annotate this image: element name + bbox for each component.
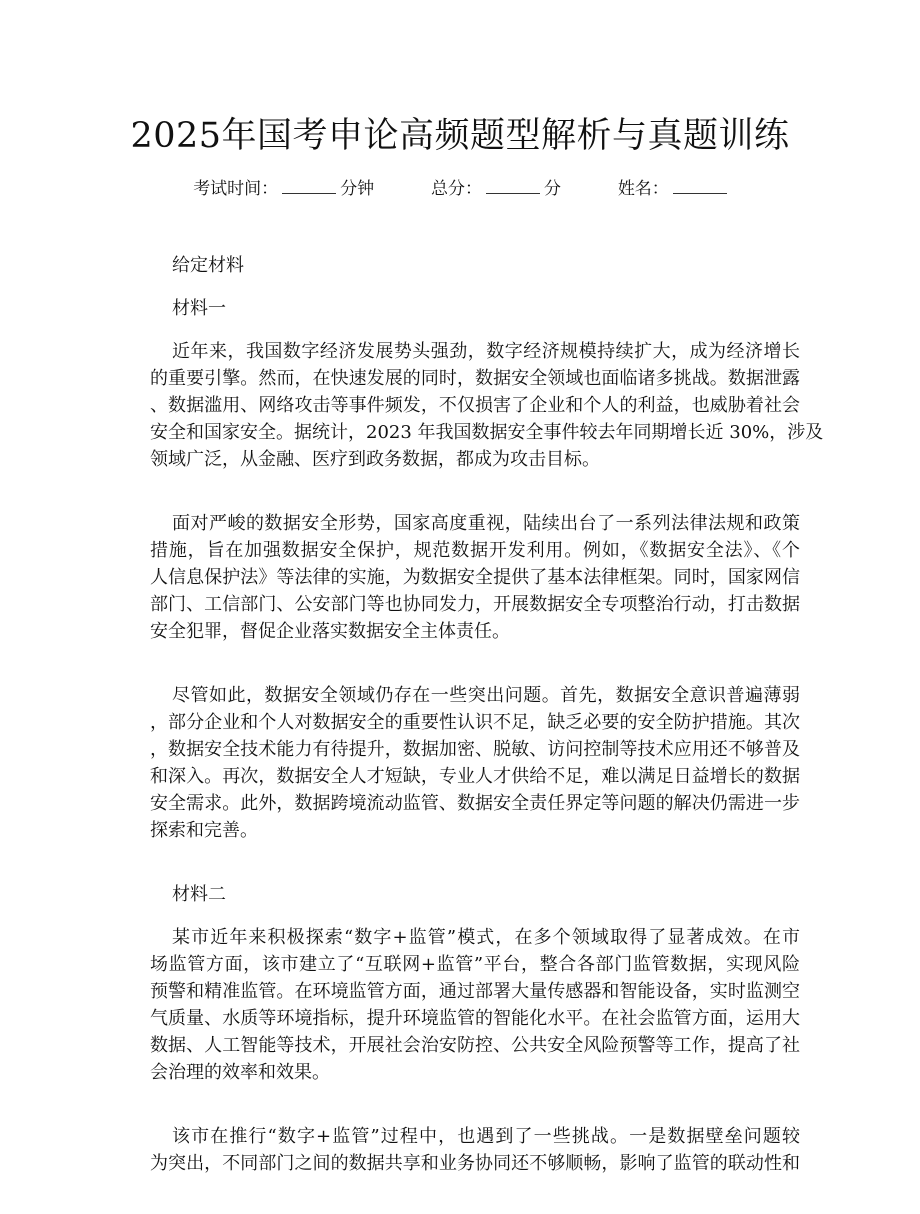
paragraph bbox=[150, 924, 800, 1086]
exam-time-blank bbox=[282, 179, 336, 194]
section-heading: 材料二 bbox=[172, 884, 226, 905]
text-line: ，数据安全技术能力有待提升，数据加密、脱敏、访问控制等技术应用还不够普及 bbox=[150, 739, 800, 760]
text-line: 人信息保护法》等法律的实施，为数据安全提供了基本法律框架。同时，国家网信 bbox=[150, 567, 800, 588]
paragraph bbox=[150, 338, 824, 473]
total-score-unit: 分 bbox=[544, 179, 561, 199]
text-line: 某市近年来积极探索“数字+监管”模式，在多个领域取得了显著成效。在市 bbox=[172, 927, 800, 948]
text-line: 部门、工信部门、公安部门等也协同发力，开展数据安全专项整治行动，打击数据 bbox=[150, 594, 800, 615]
document-body bbox=[150, 252, 824, 1214]
text-line: 预警和精准监管。在环境监管方面，通过部署大量传感器和智能设备，实时监测空 bbox=[150, 981, 800, 1002]
text-line: 近年来，我国数字经济发展势头强劲，数字经济规模持续扩大，成为经济增长 bbox=[172, 341, 800, 362]
exam-time-label: 考试时间： bbox=[193, 179, 279, 199]
paragraph bbox=[150, 682, 800, 844]
text-line: 和深入。再次，数据安全人才短缺，专业人才供给不足，难以满足日益增长的数据 bbox=[150, 766, 800, 787]
text-line: 气质量、水质等环境指标，提升环境监管的智能化水平。在社会监管方面，运用大 bbox=[150, 1008, 800, 1029]
text-line: 措施，旨在加强数据安全保护，规范数据开发利用。例如，《数据安全法》、《个 bbox=[150, 540, 800, 561]
text-line: 为突出，不同部门之间的数据共享和业务协同还不够顺畅，影响了监管的联动性和 bbox=[150, 1153, 800, 1174]
paragraph bbox=[150, 1123, 800, 1177]
text-line: 数据、人工智能等技术，开展社会治安防控、公共安全风险预警等工作，提高了社 bbox=[150, 1035, 800, 1056]
text-line: 安全和国家安全。据统计，2023 年我国数据安全事件较去年同期增长近 30%，涉及 bbox=[150, 422, 824, 443]
section-heading: 给定材料 bbox=[172, 255, 244, 276]
text-line: 安全需求。此外，数据跨境流动监管、数据安全责任界定等问题的解决仍需进一步 bbox=[150, 793, 800, 814]
exam-time-unit: 分钟 bbox=[340, 179, 375, 199]
exam-info bbox=[0, 174, 920, 199]
text-line: 安全犯罪，督促企业落实数据安全主体责任。 bbox=[150, 621, 510, 642]
name-blank bbox=[673, 179, 727, 194]
name-label: 姓名： bbox=[617, 179, 669, 199]
total-score-blank bbox=[486, 179, 540, 194]
text-line: 会治理的效率和效果。 bbox=[150, 1062, 330, 1083]
text-line: 、数据滥用、网络攻击等事件频发，不仅损害了企业和个人的利益，也威胁着社会 bbox=[150, 395, 800, 416]
text-line: 的重要引擎。然而，在快速发展的同时，数据安全领域也面临诸多挑战。数据泄露 bbox=[150, 368, 800, 389]
paragraph bbox=[150, 510, 800, 645]
text-line: 领域广泛，从金融、医疗到政务数据，都成为攻击目标。 bbox=[150, 449, 600, 470]
section-heading: 材料一 bbox=[172, 298, 226, 319]
text-line: 面对严峻的数据安全形势，国家高度重视，陆续出台了一系列法律法规和政策 bbox=[172, 513, 800, 534]
text-line: 场监管方面，该市建立了“互联网+监管”平台，整合各部门监管数据，实现风险 bbox=[150, 954, 800, 975]
total-score-label: 总分： bbox=[431, 179, 482, 199]
text-line: 探索和完善。 bbox=[150, 820, 258, 841]
text-line: ，部分企业和个人对数据安全的重要性认识不足，缺乏必要的安全防护措施。其次 bbox=[150, 712, 800, 733]
page-title: 2025年国考申论高频题型解析与真题训练 bbox=[130, 116, 790, 156]
text-line: 该市在推行“数字+监管”过程中，也遇到了一些挑战。一是数据壁垒问题较 bbox=[172, 1126, 800, 1147]
text-line: 尽管如此，数据安全领域仍存在一些突出问题。首先，数据安全意识普遍薄弱 bbox=[172, 685, 800, 706]
